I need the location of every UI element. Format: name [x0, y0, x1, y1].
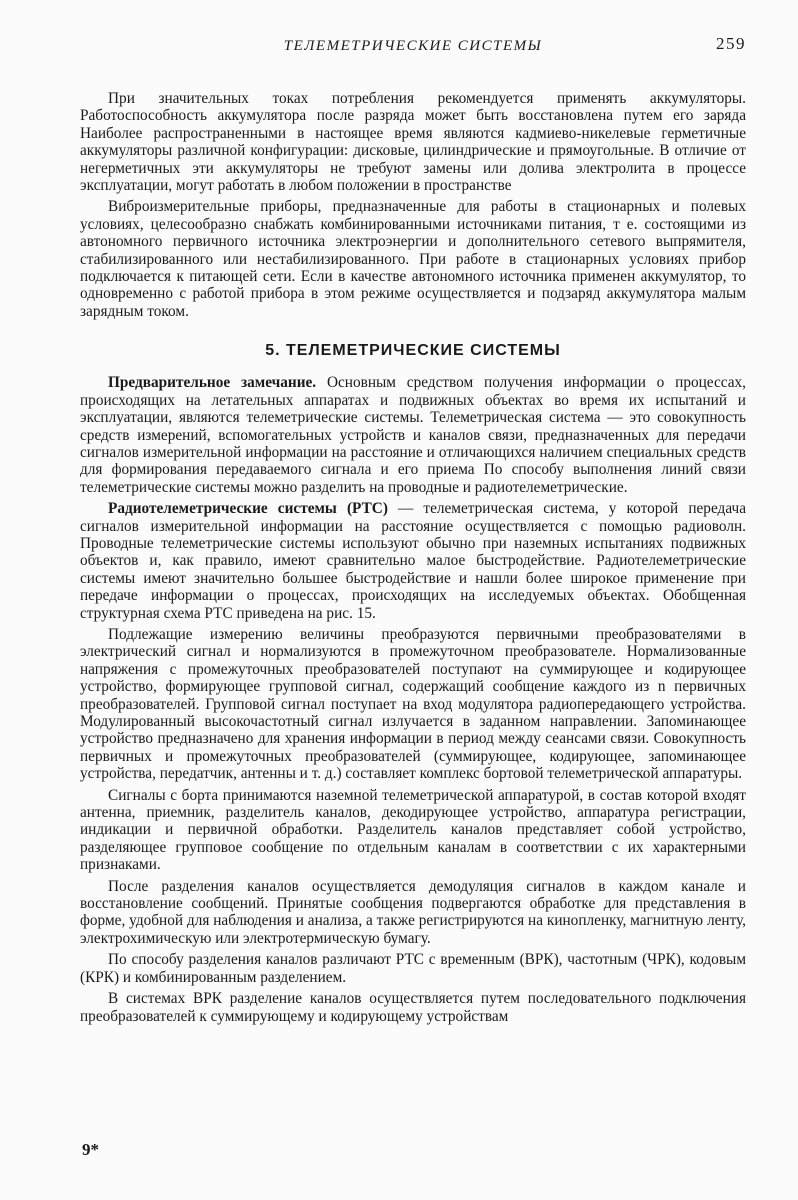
running-header	[80, 32, 746, 60]
paragraph-text: Основным средством получения информации о процессах, происходящих на летательных аппаратах и подвижных объектах во время их испытаний и эксплуатации, являются телеметрические системы. Телеметрическая система — это совокупность средств измерений, вспомогательных устройств и каналов связи, предназначенных для передачи сигналов измерительной информации на расстояние и отличающихся наличием специальных средств для формирования передаваемого сигнала и его приема По способу выполнения линий связи телеметрические системы можно разделить на проводные и радиотелеметрические.	[80, 374, 746, 496]
page-number: 259	[716, 34, 746, 53]
paragraph-channel-separation: По способу разделения каналов различают РТС с временным (ВРК), частотным (ЧРК), кодовым (КРК) и комбинированным разделением.	[80, 951, 746, 986]
paragraph-ground-equipment: Сигналы с борта принимаются наземной телеметрической аппаратурой, в состав которой входят антенна, приемник, разделитель каналов, декодирующее устройство, аппаратура регистрации, индикации и первичной обработки. Разделитель каналов представляет собой устройство, разделяющее групповое сообщение по отдельным каналам в соответствии с их характерными признаками.	[80, 786, 746, 874]
paragraph-rts-definition	[80, 500, 746, 622]
term-rts: Радиотелеметрические системы (РТС)	[108, 500, 388, 518]
paragraph-preliminary-remark	[80, 374, 746, 496]
paragraph-onboard-equipment: Подлежащие измерению величины преобразуются первичными преобразователями в электрический сигнал и нормализуются в промежуточном преобразователе. Нормализованные напряжения с промежуточных преобразователей поступают на суммирующее и кодирующее устройство, формирующее групповой сигнал, содержащий сообщение каждого из n первичных преобразователей. Групповой сигнал поступает на вход модулятора радиопередающего устройства. Модулированный высокочастотный сигнал излучается в заданном направлении. Запоминающее устройство предназначено для хранения информации в период между сеансами связи. Совокупность первичных и промежуточных преобразователей (суммирующее, кодирующее, запоминающее устройства, передатчик, антенны и т. д.) составляет комплекс бортовой телеметрической аппаратуры.	[80, 625, 746, 783]
paragraph-vibration-instruments: Виброизмерительные приборы, предназначенные для работы в стационарных и полевых условиях, целесообразно снабжать комбинированными источниками питания, т е. состоящими из автономного первичного источника электроэнергии и дополнительного сетевого выпрямителя, стабилизированного или нестабилизированного. При работе в стационарных условиях прибор подключается к питающей сети. Если в качестве автономного источника применен аккумулятор, то одновременно с работой прибора в этом режиме осуществляется и подзаряд аккумулятора малым зарядным током.	[80, 198, 746, 320]
term-preliminary-remark: Предварительное замечание.	[108, 374, 317, 392]
signature-mark: 9*	[82, 1140, 99, 1159]
paragraph-batteries: При значительных токах потребления рекомендуется применять аккумуляторы. Работоспособность аккумулятора после разряда может быть восстановлена путем его заряда Наиболее распространенными в настоящее время являются кадмиево-никелевые герметичные аккумуляторы различной конфигурации: дисковые, цилиндрические и прямоугольные. В отличие от негерметичных эти аккумуляторы не требуют замены или долива электролита в процессе эксплуатации, могут работать в любом положении в пространстве	[80, 90, 746, 195]
paragraph-demodulation: После разделения каналов осуществляется демодуляция сигналов в каждом канале и восстановление сообщений. Принятые сообщения подвергаются обработке для представления в форме, удобной для наблюдения и анализа, а также регистрируются на кинопленку, магнитную ленту, электрохимическую или электротермическую бумагу.	[80, 877, 746, 947]
paragraph-vrk-systems: В системах ВРК разделение каналов осуществляется путем последовательного подключения преобразователей к суммирующему и кодирующему устройствам	[80, 990, 746, 1025]
paragraph-text: — телеметрическая система, у которой передача сигналов измерительной информации на расстояние осуществляется с помощью радиоволн. Проводные телеметрические системы используют обычно при наземных испытаниях подвижных объектов и, как правило, имеют сравнительно малое быстродействие. Радиотелеметрические системы имеют значительно большее быстродействие и нашли более широкое применение при передаче информации о процессах, происходящих на исследуемых объектах. Обобщенная структурная схема РТС приведена на рис. 15.	[80, 500, 746, 622]
section-heading: 5. ТЕЛЕМЕТРИЧЕСКИЕ СИСТЕМЫ	[265, 342, 561, 360]
running-title: ТЕЛЕМЕТРИЧЕСКИЕ СИСТЕМЫ	[283, 38, 543, 54]
